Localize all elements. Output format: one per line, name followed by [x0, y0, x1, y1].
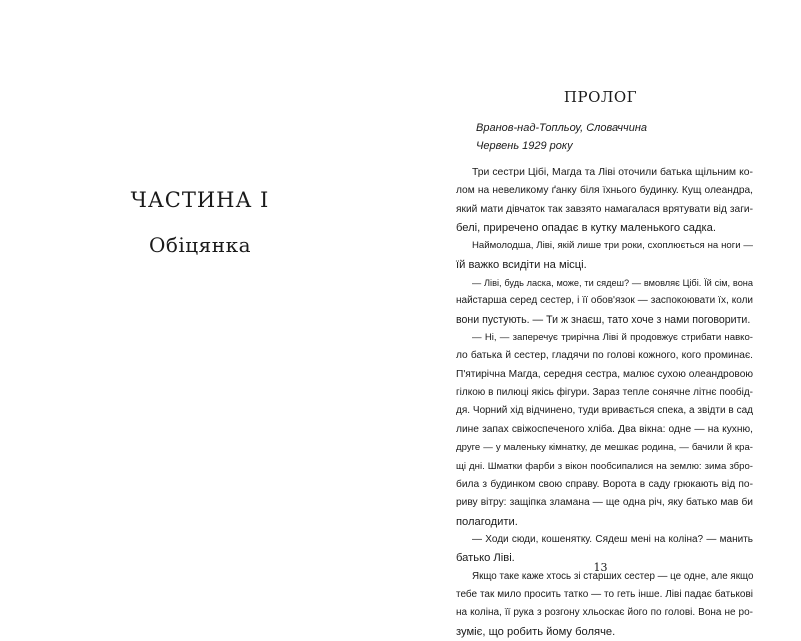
text-line: дя. Чорний хід відчинено, туди вривається спека, а звідти в сад: [456, 405, 753, 417]
part-subtitle: Обіцянка: [148, 233, 252, 257]
page-number: 13: [593, 561, 608, 574]
text-line: П'ятирічна Магда, середня сестра, малює сухою олеандровою: [456, 368, 753, 380]
text-line: Наймолодша, Ліві, якій лише три роки, схоплюється на ноги —: [472, 240, 753, 252]
right-page: [400, 0, 801, 638]
text-line: який мати дівчаток так завзято намагалася врятувати від заги-: [456, 203, 753, 215]
text-line: полагодити.: [456, 515, 518, 528]
text-line: їй важко всидіти на місці.: [456, 258, 587, 271]
part-title: ЧАСТИНА І: [130, 188, 270, 212]
epigraph: [476, 119, 647, 155]
text-line: батько Ліві.: [456, 552, 515, 565]
text-line: Якщо таке каже хтось зі старших сестер — це одне, але якщо: [472, 570, 754, 582]
text-line: друге — у маленьку кімнатку, де мешкає родина, — бачили й кра-: [456, 442, 753, 454]
text-line: — Ні, — заперечує трирічна Ліві й продовжує стрибати навко-: [472, 332, 753, 344]
left-page: [0, 0, 400, 600]
text-line: гілкою в пилюці якісь фігури. Зараз тепле сонячне літнє пообід-: [456, 387, 753, 399]
text-line: била з будинком свою справу. Ворота в саду грюкають від по-: [456, 478, 753, 490]
text-line: белі, приречено опадає в кутку маленького садка.: [456, 222, 716, 235]
chapter-title: ПРОЛОГ: [563, 88, 638, 106]
epigraph-date: Червень 1929 року: [476, 140, 573, 152]
text-line: зуміє, що робить йому боляче.: [456, 625, 616, 638]
text-line: на коліна, її рука з розгону хльоскає його по голові. Вона не ро-: [456, 607, 753, 619]
epigraph-place: Вранов-над-Топльоу, Словаччина: [476, 122, 648, 134]
text-line: лине запах свіжоспеченого хліба. Два вікна: одне — на кухню,: [456, 423, 753, 435]
text-line: ло батька й сестер, гладячи по голові кожного, кого проминає.: [456, 350, 753, 362]
text-line: — Ходи сюди, кошенятку. Сядеш мені на коліна? — манить: [472, 533, 753, 545]
text-line: Три сестри Цібі, Магда та Ліві оточили батька щільним ко-: [472, 167, 753, 178]
text-line: щі дні. Шматки фарби з вікон пообсипалися на землю: зима збро-: [456, 460, 753, 472]
text-line: лом на невеликому ґанку біля їхнього будинку. Кущ олеандра,: [456, 185, 753, 197]
text-line: риву вітру: защіпка зламана — ще одна річ, яку батько мав би: [456, 497, 753, 509]
text-line: тебе так мило просить татко — то геть інше. Ліві падає батькові: [456, 588, 753, 600]
text-line: вони пустують. — Ти ж знаєш, тато хоче з нами поговорити.: [456, 313, 751, 326]
text-line: найстарша серед сестер, і її обов'язок — заспокоювати їх, коли: [456, 295, 753, 307]
text-line: — Ліві, будь ласка, може, ти сядеш? — вмовляє Цібі. Їй сім, вона: [472, 278, 753, 289]
